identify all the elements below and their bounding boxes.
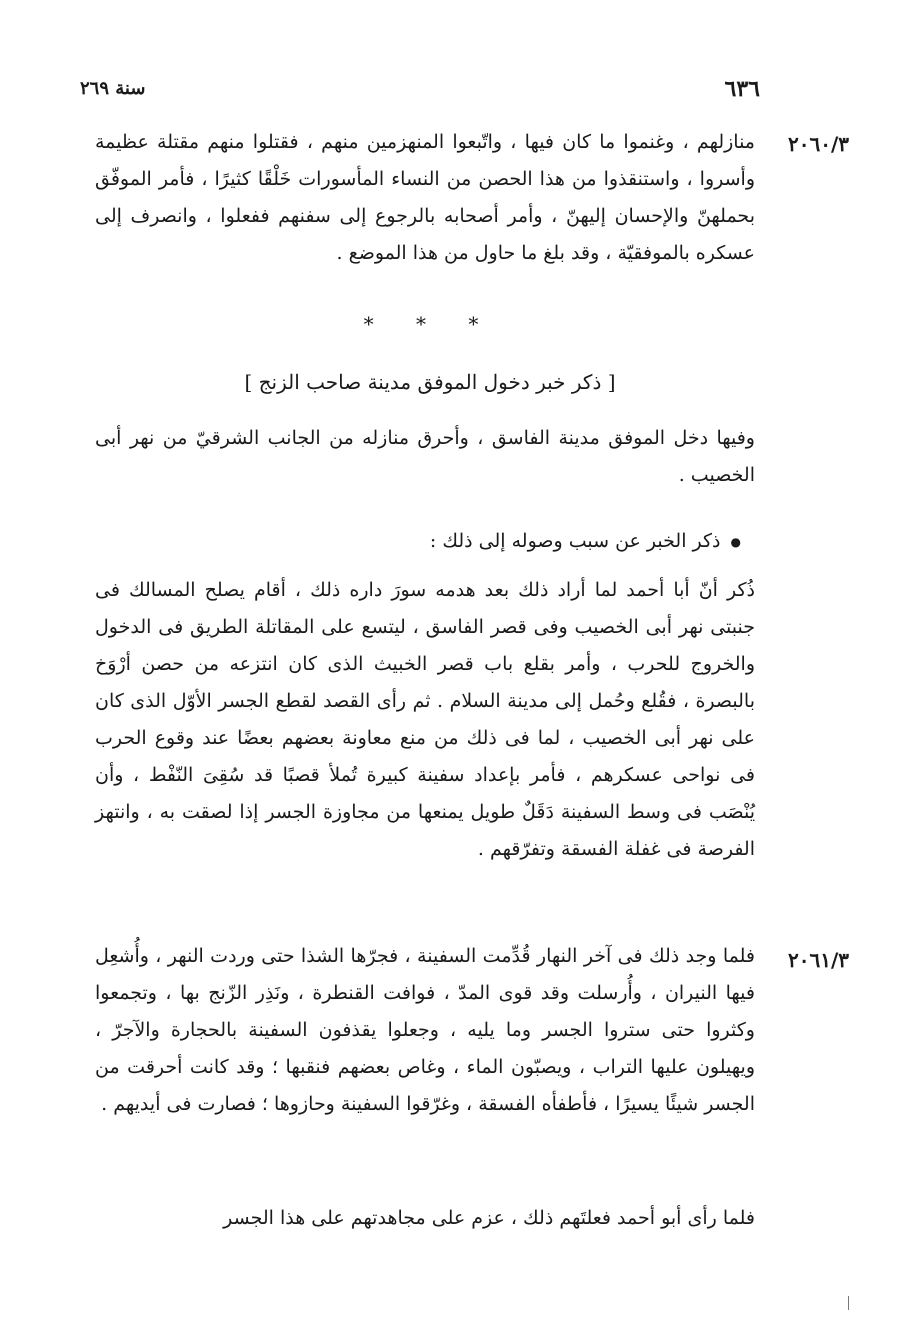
section-intro-paragraph: وفيها دخل الموفق مدينة الفاسق ، وأحرق منازله من الجانب الشرقيّ من نهر أبى الخصيب . — [95, 427, 755, 486]
narrative-paragraph: ذُكر أنّ أبا أحمد لما أراد ذلك بعد هدمه سورَ داره ذلك ، أقام يصلح المسالك فى جنبتى نهر أبى الخصيب وفى قصر الفاسق ، ليتسع على المقاتلة الطريق فى الدخول والخروج للحرب ، وأمر بقلع باب قصر الخبيث الذى كان انتزعه من حصن أرْوَخ بالبصرة ، فقُلع وحُمل إلى مدينة السلام . ثم رأى القصد لقطع الجسر الأوّل الذى كان على نهر أبى الخصيب ، لما فى ذلك من منع معاونة بعضهم بعضًا عند وقوع الحرب فى نواحى عسكرهم ، فأمر بإعداد سفينة كبيرة تُملأ قصبًا قد سُقِىَ النّفْط ، وأن يُنْصَب فى وسط السفينة دَقَلٌ طويل يمنعها من مجاوزة الجسر إذا لصقت به ، وانتهز الفرصة فى غفلة الفسقة وتفرّقهم . — [95, 579, 755, 860]
narrative-paragraph-2: فلما وجد ذلك فى آخر النهار قُدِّمت السفينة ، فجرّها الشذا حتى وردت النهر ، وأُشعِل فيها النيران ، وأُرسلت وقد قوى المدّ ، فوافت القنطرة ، ونَذِر الزّنج بها ، وتجمعوا وكثروا حتى ستروا الجسر وما يليه ، وجعلوا يقذفون السفينة بالحجارة والآجرّ ، ويهيلون عليها التراب ، ويصبّون الماء ، وغاص بعضهم فنقبها ؛ وقد كانت أحرقت من الجسر شيئًا يسيرًا ، فأطفأه الفسقة ، وغرّقوا السفينة وحازوها ؛ فصارت فى أيديهم . — [95, 945, 755, 1115]
running-head-year: سنة ٢٦٩ — [80, 78, 146, 99]
page-number: ٦٣٦ — [724, 76, 760, 102]
bullet-icon: ● — [730, 535, 741, 549]
narrative-paragraph-3: فلما رأى أبو أحمد فعلتَهم ذلك ، عزم على مجاهدتهم على هذا الجسر — [223, 1207, 755, 1229]
subsection-heading-text: ذكر الخبر عن سبب وصوله إلى ذلك : — [429, 530, 721, 552]
section-separator-stars: * * * — [363, 312, 497, 336]
section-heading: [ ذكر خبر دخول الموفق مدينة صاحب الزنج ] — [244, 370, 616, 394]
page-header — [80, 76, 760, 112]
margin-reference-2: ٢٠٦١/٣ — [788, 948, 850, 972]
subsection-heading — [430, 530, 741, 552]
margin-reference-1: ٢٠٦٠/٣ — [788, 132, 850, 156]
paragraph-continuation: منازلهم ، وغنموا ما كان فيها ، واتّبعوا المنهزمين منهم ، فقتلوا منهم مقتلة عظيمة وأسروا ، واستنقذوا من هذا الحصن من النساء المأسورات خَلْقًا كثيرًا ، فأمر الموفّق بحملهنّ والإحسان إليهنّ ، وأمر أصحابه بالرجوع إلى سفنهم ففعلوا ، وانصرف إلى عسكره بالموفقيّة ، وقد بلغ ما حاول من هذا الموضع . — [95, 131, 755, 264]
page-edge-mark — [848, 1296, 849, 1310]
